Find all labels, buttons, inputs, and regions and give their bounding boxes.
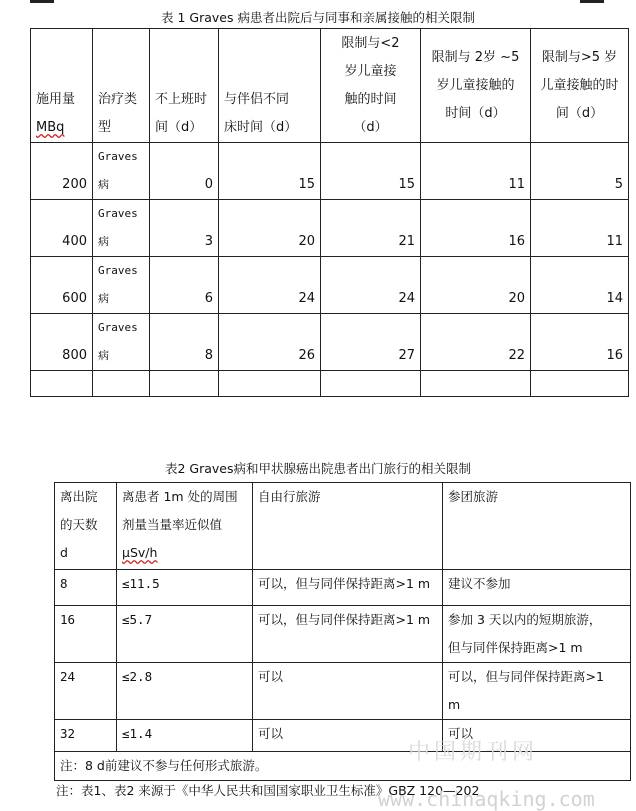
table-row — [55, 663, 631, 720]
t1-header-gt5: 限制与>5 岁 儿童接触的时 间（d） — [531, 29, 629, 143]
t2-free: 可以，但与同伴保持距离>1 m — [253, 570, 443, 606]
t2-free: 可以 — [253, 663, 443, 720]
top-border-left — [30, 0, 54, 3]
t1-offwork: 3 — [150, 200, 219, 257]
t1-2to5: 16 — [421, 200, 531, 257]
t1-gt5: 14 — [531, 257, 629, 314]
table-row — [55, 720, 631, 752]
empty-cell — [321, 371, 421, 397]
table-row — [55, 570, 631, 606]
t1-partner: 26 — [219, 314, 321, 371]
t1-lt2: 21 — [321, 200, 421, 257]
unit-label: μSv/h — [122, 545, 158, 560]
empty-cell — [31, 371, 93, 397]
t1-offwork: 0 — [150, 143, 219, 200]
table2-caption: 表2 Graves病和甲状腺癌出院患者出门旅行的相关限制 — [164, 461, 471, 476]
t1-partner: 20 — [219, 200, 321, 257]
t1-dose: 200 — [31, 143, 93, 200]
t2-header-days: 离出院 的天数 d — [55, 483, 117, 570]
t1-lt2: 15 — [321, 143, 421, 200]
t1-header-dose: 施用量 MBq — [31, 29, 93, 143]
table-row-empty — [31, 371, 629, 397]
empty-cell — [531, 371, 629, 397]
t2-group: 建议不参加 — [443, 570, 631, 606]
t1-header-lt2: 限制与<2 岁儿童接 触的时间 （d） — [321, 29, 421, 143]
t2-days: 8 — [55, 570, 117, 606]
footnote: 注：表1、表2 来源于《中华人民共和国国家职业卫生标准》GBZ 120—202 — [56, 783, 480, 798]
empty-cell — [93, 371, 150, 397]
t2-rate: ≤11.5 — [117, 570, 253, 606]
t1-header-type: 治疗类 型 — [93, 29, 150, 143]
t2-group: 可以 — [443, 720, 631, 752]
table-row — [31, 143, 629, 200]
t1-type: Graves 病 — [93, 143, 150, 200]
table-row — [31, 257, 629, 314]
t1-partner: 15 — [219, 143, 321, 200]
top-border-right — [580, 0, 604, 3]
t1-header-2to5: 限制与 2岁 ~5 岁儿童接触的 时间（d） — [421, 29, 531, 143]
t1-gt5: 16 — [531, 314, 629, 371]
empty-cell — [219, 371, 321, 397]
t2-group: 参加 3 天以内的短期旅游， 但与同伴保持距离>1 m — [443, 606, 631, 663]
table2-header-row — [55, 483, 631, 570]
t1-2to5: 22 — [421, 314, 531, 371]
t1-gt5: 11 — [531, 200, 629, 257]
t2-rate: ≤5.7 — [117, 606, 253, 663]
t1-type: Graves 病 — [93, 200, 150, 257]
table2-note-row — [55, 752, 631, 781]
table2 — [54, 482, 631, 781]
t2-rate: ≤1.4 — [117, 720, 253, 752]
unit-label: MBq — [36, 120, 65, 135]
t1-dose: 600 — [31, 257, 93, 314]
table1 — [30, 28, 629, 397]
table-row — [31, 200, 629, 257]
t2-rate: ≤2.8 — [117, 663, 253, 720]
t1-offwork: 6 — [150, 257, 219, 314]
t1-dose: 800 — [31, 314, 93, 371]
t1-offwork: 8 — [150, 314, 219, 371]
watermark-cn: 中国期刊网 — [408, 740, 539, 765]
t1-type: Graves 病 — [93, 257, 150, 314]
t1-type: Graves 病 — [93, 314, 150, 371]
t2-group: 可以，但与同伴保持距离>1 m — [443, 663, 631, 720]
t2-header-free: 自由行旅游 — [253, 483, 443, 570]
t1-header-partner: 与伴侣不同 床时间（d） — [219, 29, 321, 143]
t1-2to5: 11 — [421, 143, 531, 200]
table-row — [55, 606, 631, 663]
t1-partner: 24 — [219, 257, 321, 314]
t2-free: 可以，但与同伴保持距离>1 m — [253, 606, 443, 663]
table1-caption: 表 1 Graves 病患者出院后与同事和亲属接触的相关限制 — [161, 10, 475, 25]
t1-dose: 400 — [31, 200, 93, 257]
t1-2to5: 20 — [421, 257, 531, 314]
watermark-url: www.chinaqking.com — [378, 787, 595, 811]
t2-days: 16 — [55, 606, 117, 663]
t2-days: 32 — [55, 720, 117, 752]
t1-gt5: 5 — [531, 143, 629, 200]
t2-header-group: 参团旅游 — [443, 483, 631, 570]
empty-cell — [150, 371, 219, 397]
t2-days: 24 — [55, 663, 117, 720]
t2-header-rate: 离患者 1m 处的周围 剂量当量率近似值 μSv/h — [117, 483, 253, 570]
table2-note: 注：8 d前建议不参与任何形式旅游。 — [55, 752, 631, 781]
empty-cell — [421, 371, 531, 397]
t2-free: 可以 — [253, 720, 443, 752]
table-row — [31, 314, 629, 371]
table1-header-row — [31, 29, 629, 143]
t1-lt2: 27 — [321, 314, 421, 371]
t1-lt2: 24 — [321, 257, 421, 314]
t1-header-offwork: 不上班时 间（d） — [150, 29, 219, 143]
